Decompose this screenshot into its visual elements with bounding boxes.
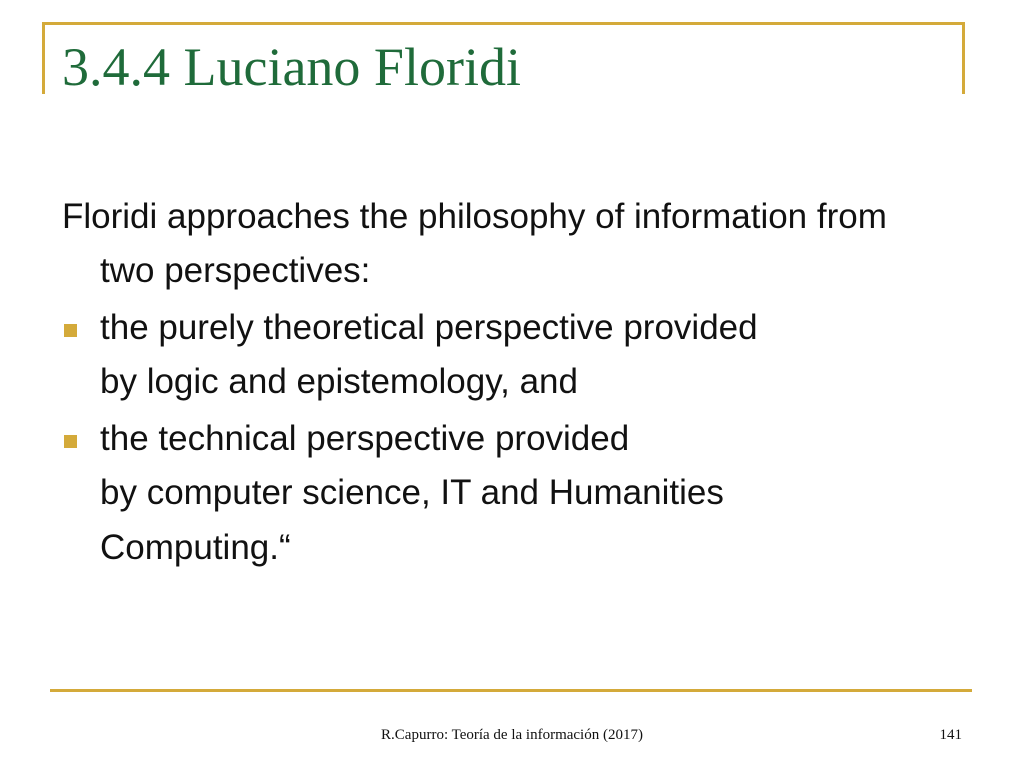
bullet-list [62, 301, 942, 575]
footer-citation: R.Capurro: Teoría de la información (2017) [381, 727, 643, 743]
frame-top-rule [42, 22, 965, 25]
page-number: 141 [939, 727, 962, 743]
frame-right-rule [962, 22, 965, 94]
frame-left-rule [42, 22, 45, 94]
bullet-line: the technical perspective provided [100, 419, 630, 458]
bullet-line: the purely theoretical perspective provided [100, 307, 758, 347]
bullet-item-theoretical [62, 301, 942, 410]
slide-title: 3.4.4 Luciano Floridi [62, 37, 521, 97]
bullet-item-technical [62, 412, 942, 575]
square-bullet-icon [64, 435, 77, 448]
bullet-line: by logic and epistemology, and [100, 361, 578, 401]
footer-rule [50, 689, 972, 692]
bullet-line: Computing.“ [100, 527, 291, 567]
intro-paragraph: Floridi approaches the philosophy of information from two perspectives: [62, 197, 887, 291]
slide-body [62, 190, 942, 578]
square-bullet-icon [64, 324, 77, 337]
bullet-line: by computer science, IT and Humanities [100, 473, 724, 513]
